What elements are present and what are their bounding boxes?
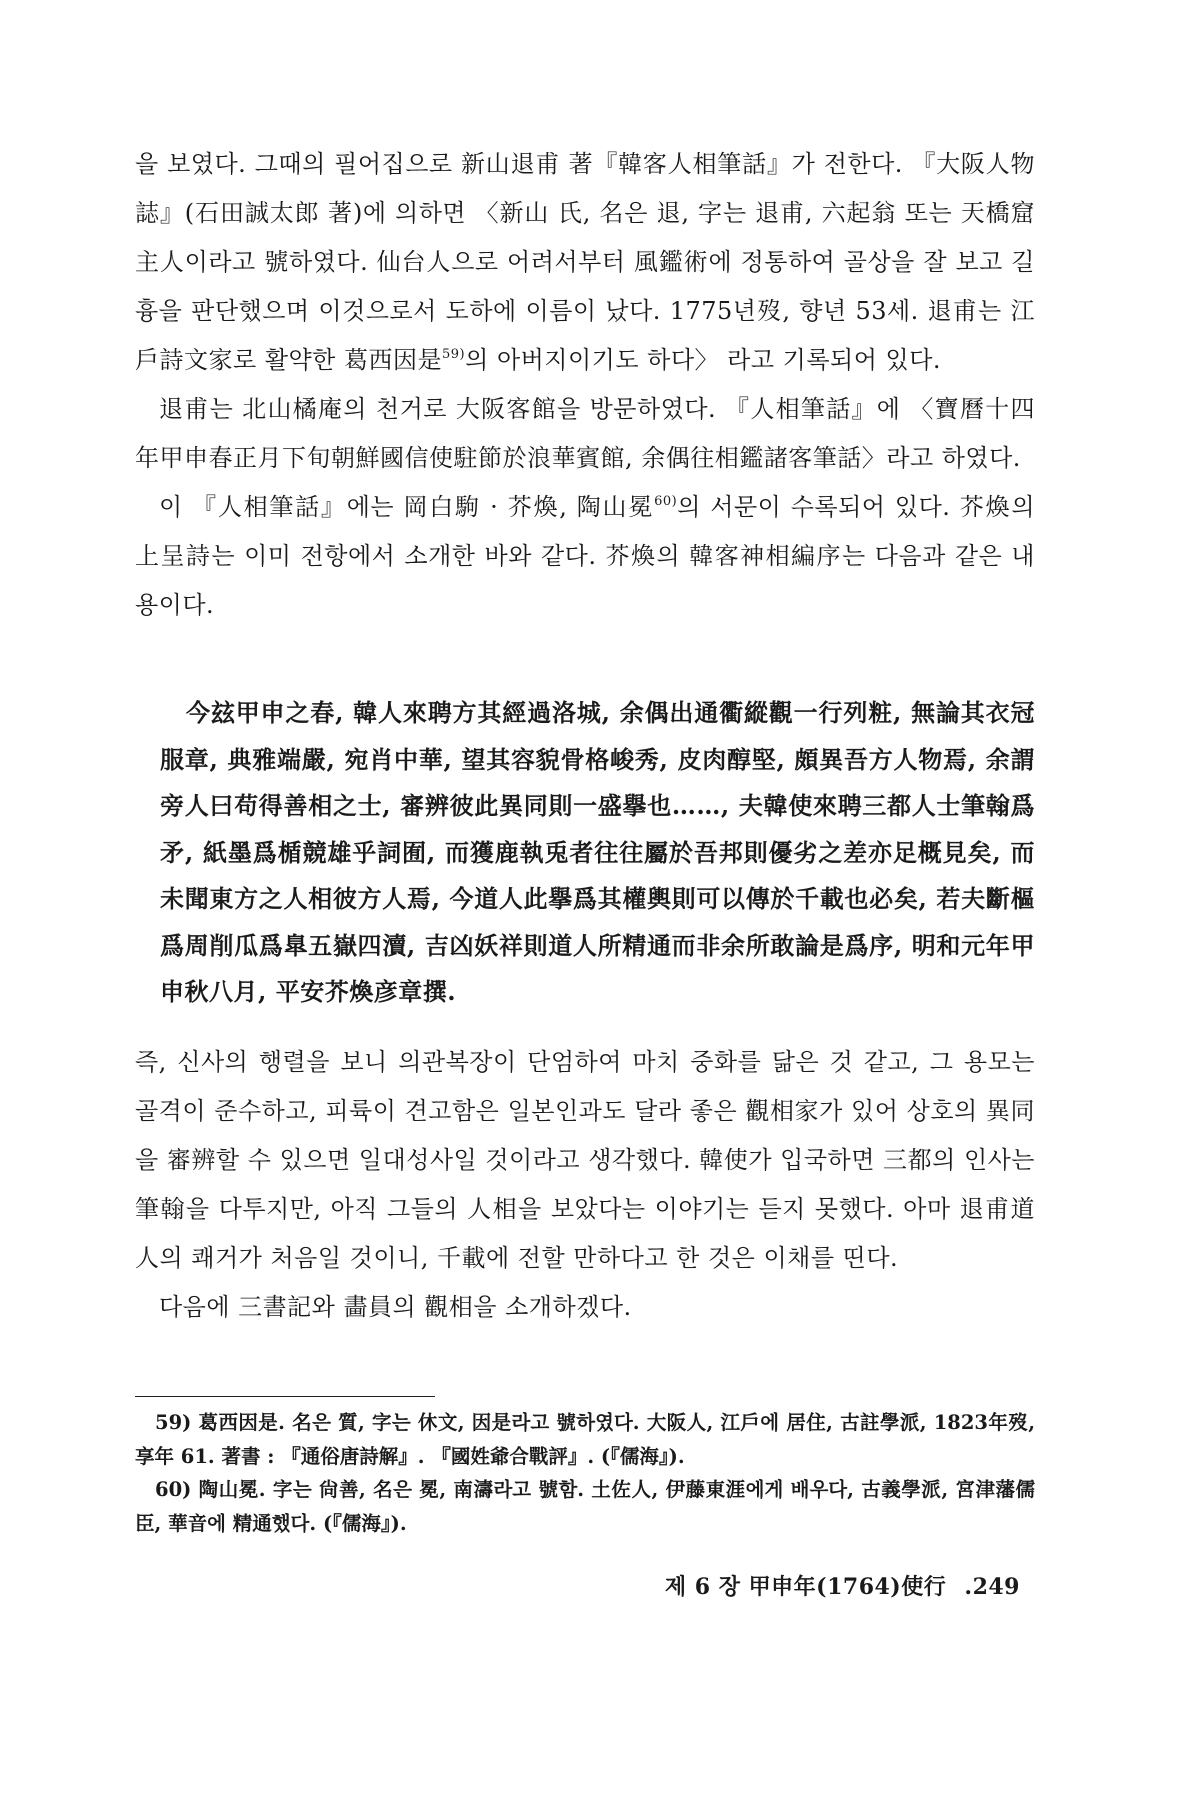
paragraph-1-tail: 의 아버지이기도 하다〉 라고 기록되어 있다. — [465, 346, 942, 374]
paragraph-3-tail: 의 서문이 수록되어 있다. 芥煥의 上呈詩는 이미 전항에서 소개한 바와 같다. 芥煥의 韓客神相編序는 다음과 같은 내용이다. — [135, 493, 1036, 619]
closing-paragraph: 다음에 三書記와 畵員의 觀相을 소개하겠다. — [159, 1293, 632, 1321]
footnote-ref-60[interactable]: 60) — [654, 494, 678, 509]
page-number: .249 — [964, 1574, 1020, 1600]
paragraph-3-text: 이 『人相筆話』에는 岡白駒 · 芥煥, 陶山冕 — [159, 493, 655, 521]
quoted-preface-text: 今玆甲申之春, 韓人來聘方其經過洛城, 余偶出通衢縱觀一行列粧, 無論其衣冠服章, 典雅端嚴, 宛肖中華, 望其容貌骨格峻秀, 皮肉醇堅, 頗異吾方人物焉, 余謂旁人曰苟得善相之士, 審辨彼此異同則一盛擧也……, 夫韓使來聘三都人士筆翰爲矛, 紙墨爲楯競雄乎詞囿, 而獲鹿執兎者往往屬於吾邦則優劣之差亦足概見矣, 而未聞東方之人相彼方人焉, 今道人此擧爲其權輿則可以傳於千載也必矣, 若夫斷樞爲周削瓜爲臯五嶽四瀆, 吉凶妖祥則道人所精通而非余所敢論是爲序, 明和元年甲申秋八月, 平安芥煥彦章撰. — [160, 698, 1035, 1006]
chapter-title: 甲申年(1764)使行 — [748, 1574, 947, 1600]
main-body-text — [135, 140, 1035, 630]
quoted-preface — [160, 690, 1035, 1016]
footnotes — [135, 1406, 1035, 1540]
footnote-59: 59) 葛西因是. 名은 質, 字는 休文, 因是라고 號하였다. 大阪人, 江戶에 居住, 古註學派, 1823年歿, 享年 61. 著書 : 『通俗唐詩解』. 『國姓爺合戰評』. (『儒海』). — [135, 1411, 1035, 1468]
paragraph-3 — [135, 483, 1035, 630]
paragraph-2: 退甫는 北山橘庵의 천거로 大阪客館을 방문하였다. 『人相筆話』에 〈寶曆十四年甲申春正月下旬朝鮮國信使駐節於浪華賓館, 余偶往相鑑諸客筆話〉라고 하였다. — [135, 395, 1035, 472]
commentary-paragraph: 즉, 신사의 행렬을 보니 의관복장이 단엄하여 마치 중화를 닮은 것 같고, 그 용모는 골격이 준수하고, 피륙이 견고함은 일본인과도 달라 좋은 觀相家가 있어 상호의 異同을 審辨할 수 있으면 일대성사일 것이라고 생각했다. 韓使가 입국하면 三都의 인사는 筆翰을 다투지만, 아직 그들의 人相을 보았다는 이야기는 듣지 못했다. 아마 退甫道人의 쾌거가 처음일 것이니, 千載에 전할 만하다고 한 것은 이채를 띤다. — [135, 1048, 1035, 1272]
paragraph-1-text: 을 보였다. 그때의 필어집으로 新山退甫 著『韓客人相筆話』가 전한다. 『大阪人物誌』(石田誠太郎 著)에 의하면 〈新山 氏, 名은 退, 字는 退甫, 六起翁 또는 天橋窟主人이라고 號하였다. 仙台人으로 어려서부터 風鑑術에 정통하여 골상을 잘 보고 길흉을 판단했으며 이것으로서 도하에 이름이 났다. 1775년歿, 향년 53세. 退甫는 江戶詩文家로 활약한 葛西因是 — [135, 150, 1035, 374]
footnote-60: 60) 陶山冕. 字는 尙善, 名은 冕, 南濤라고 號함. 土佐人, 伊藤東涯에게 배우다, 古義學派, 宮津藩儒臣, 華音에 精通했다. (『儒海』). — [135, 1478, 1035, 1535]
footnote-ref-59[interactable]: 59) — [442, 347, 466, 362]
paragraph-1 — [135, 140, 1035, 385]
footnote-divider — [135, 1396, 435, 1397]
commentary-text — [135, 1038, 1035, 1332]
chapter-label: 제 6 장 — [664, 1574, 741, 1600]
running-footer — [665, 1570, 1020, 1601]
